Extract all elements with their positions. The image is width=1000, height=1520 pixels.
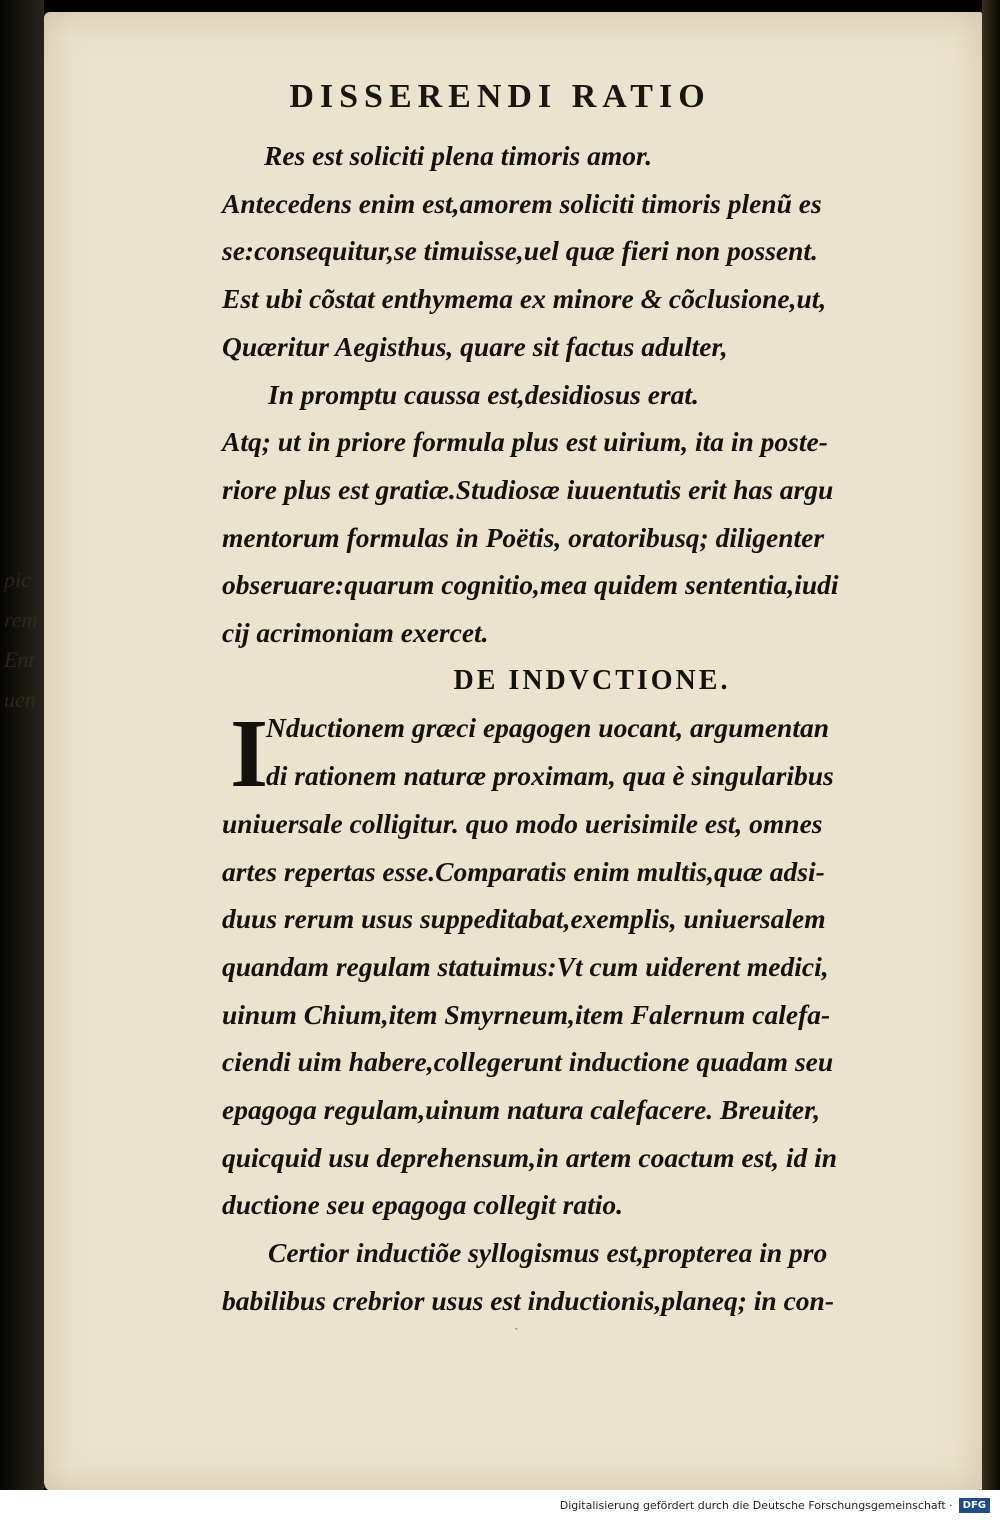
fragment: rem: [4, 607, 38, 632]
text-line: quandam regulam statuimus:Vt cum uiderent medici,: [222, 950, 829, 982]
text-line: Nductionem græci epagogen uocant, argumentan: [266, 712, 830, 744]
adjacent-page-fragment: [0, 560, 44, 960]
section-title: DE INDVCTIONE.: [453, 664, 731, 696]
dfg-logo-icon: DFG: [959, 1498, 990, 1513]
text-line: Quæritur Aegisthus, quare sit factus adulter,: [222, 330, 728, 362]
text-line: In promptu caussa est,desidiosus erat.: [268, 378, 699, 410]
fragment: Ent: [4, 647, 35, 672]
text-line: ductione seu epagoga collegit ratio.: [222, 1189, 624, 1221]
text-line: se:consequitur,se timuisse,uel quæ fieri non possent.: [222, 235, 818, 267]
text-line: ciendi uim habere,collegerunt inductione quadam seu: [222, 1046, 834, 1078]
induction-paragraph: [222, 700, 922, 1331]
text-line: babilibus crebrior usus est inductionis,planeq; in con-: [222, 1284, 834, 1316]
text-line: obseruare:quarum cognitio,mea quidem sententia,iudi: [222, 569, 839, 601]
text-line: uniuersale colligitur. quo modo uerisimile est, omnes: [222, 807, 823, 839]
text-line: Res est soliciti plena timoris amor.: [264, 140, 653, 171]
fragment: pic: [4, 567, 31, 592]
funding-notice: Digitalisierung gefördert durch die Deutsche Forschungsgemeinschaft ·: [559, 1498, 953, 1512]
ink-mark-icon: ˎ: [514, 1316, 519, 1331]
text-line: duus rerum usus suppeditabat,exemplis, uniuersalem: [222, 903, 826, 935]
running-head: DISSERENDI RATIO: [289, 78, 711, 115]
drop-cap: I: [230, 700, 269, 809]
text-line: riore plus est gratiæ.Studiosæ iuuentutis erit has argu: [222, 473, 834, 505]
text-line: Est ubi cõstat enthymema ex minore & cõclusione,ut,: [222, 283, 827, 315]
fragment: uen: [4, 687, 36, 712]
text-line: cij acrimoniam exercet.: [222, 617, 489, 649]
text-line: artes repertas esse.Comparatis enim multis,quæ adsi-: [222, 855, 825, 887]
text-line: mentorum formulas in Poëtis, oratoribusq; diligenter: [222, 521, 825, 553]
text-line: epagoga regulam,uinum natura calefacere. Breuiter,: [222, 1094, 821, 1126]
footer-bar: [0, 1490, 1000, 1520]
body-text: [222, 132, 922, 1331]
text-line: uinum Chium,item Smyrneum,item Falernum calefa-: [222, 998, 831, 1030]
text-line: Atq; ut in priore formula plus est uirium, ita in poste-: [222, 426, 828, 458]
page-edge: [982, 0, 1000, 1500]
text-line: Antecedens enim est,amorem soliciti timoris plenũ es: [222, 187, 822, 219]
text-line: quicquid usu deprehensum,in artem coactum est, id in: [222, 1141, 838, 1173]
text-line: di rationem naturæ proximam, qua è singularibus: [266, 760, 834, 792]
text-line: Certior inductiõe syllogismus est,propterea in pro: [268, 1237, 828, 1269]
